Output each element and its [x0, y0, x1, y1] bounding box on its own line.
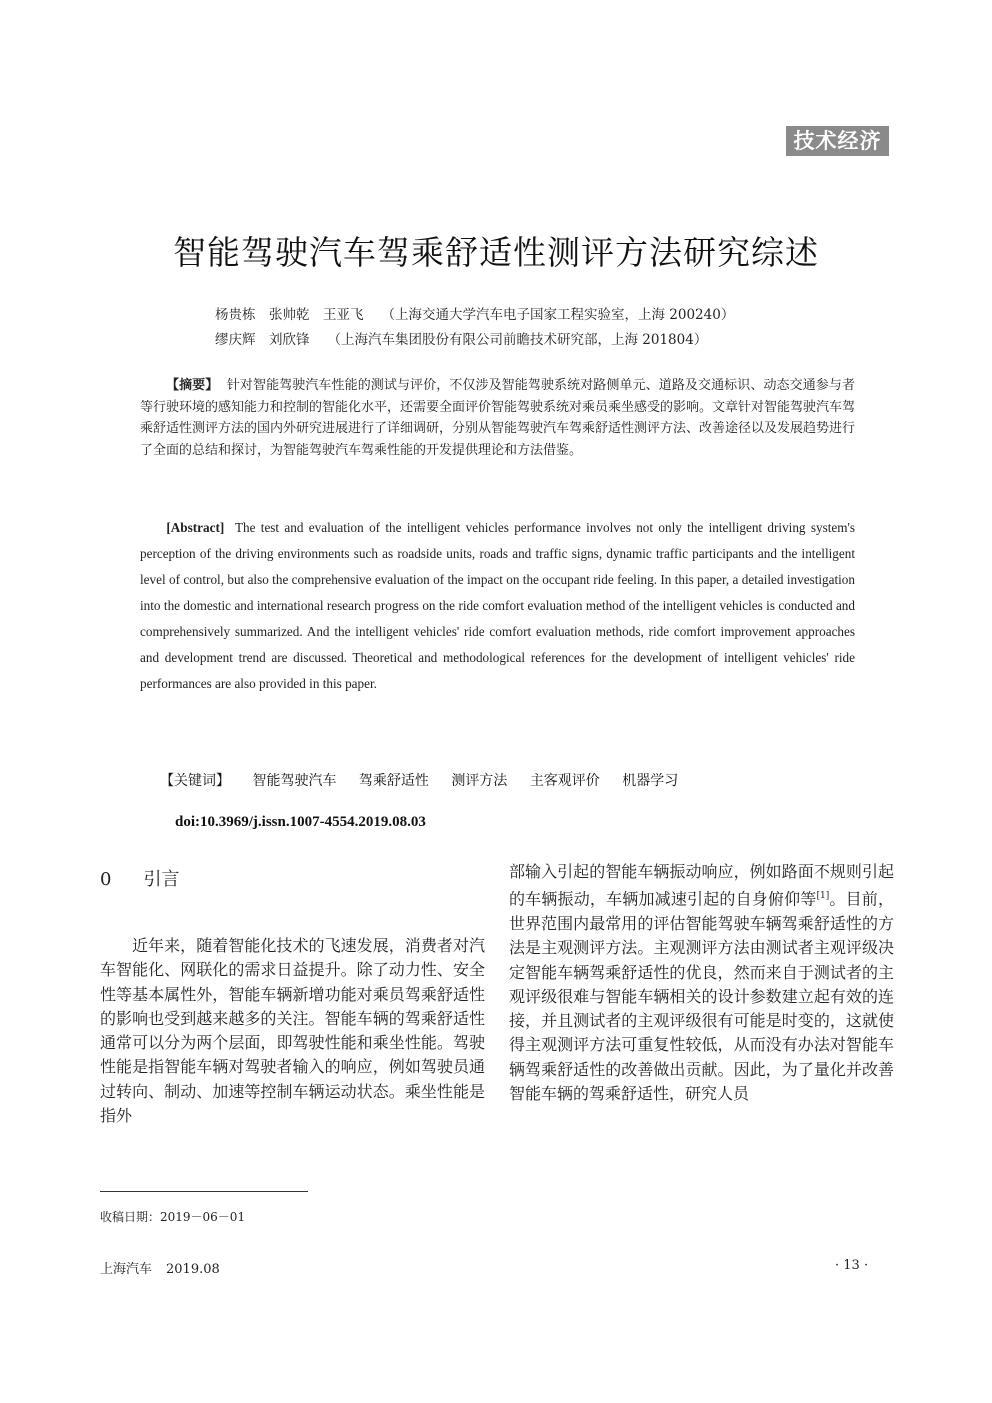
keyword: 机器学习	[622, 773, 679, 789]
body-column-left	[100, 860, 485, 1128]
paper-title: 智能驾驶汽车驾乘舒适性测评方法研究综述	[173, 233, 819, 272]
keyword: 主客观评价	[529, 773, 600, 789]
author-affiliation: （上海交通大学汽车电子国家工程实验室，上海 200240）	[381, 307, 735, 323]
author-names: 杨贵栋 张帅乾 王亚飞	[215, 307, 364, 323]
abstract-chinese	[140, 375, 855, 461]
body-paragraph-continued	[509, 860, 894, 1106]
author-affiliation: （上海汽车集团股份有限公司前瞻技术研究部，上海 201804）	[327, 332, 708, 348]
journal-issue: 2019.08	[166, 1262, 220, 1277]
author-block	[215, 303, 734, 353]
author-names: 缪庆辉 刘欣锋	[215, 332, 310, 348]
keyword: 测评方法	[451, 773, 508, 789]
keywords	[160, 770, 678, 790]
body-text: 。目前，世界范围内最常用的评估智能驾驶车辆驾乘舒适性的方法是主观测评方法。主观测评方法由测试者主观评级决定智能车辆驾乘舒适性的优良，然而来自于测试者的主观评级很难与智能车辆相关的设计参数建立起有效的连接，并且测试者的主观评级很有可能是时变的，这就使得主观测评方法可重复性较低，从而没有办法对智能车辆驾乘舒适性的改善做出贡献。因此，为了量化并改善智能车辆的驾乘舒适性，研究人员	[509, 889, 894, 1103]
footnote-divider	[100, 1191, 308, 1192]
section-number: 0	[100, 869, 112, 890]
keywords-label: 【关键词】	[160, 773, 230, 789]
section-tag: 技术经济	[786, 126, 889, 156]
footer-journal	[100, 1258, 220, 1277]
doi: doi:10.3969/j.issn.1007-4554.2019.08.03	[175, 814, 426, 830]
keyword: 智能驾驶汽车	[252, 773, 337, 789]
citation-ref[interactable]: [1]	[816, 891, 830, 902]
abstract-en-label: [Abstract]	[166, 520, 225, 535]
body-text: 部输入引起的智能车辆振动响应，例如路面不规则引起的车辆振动，车辆加减速引起的自身俯仰等	[509, 862, 894, 909]
page-number: · 13 ·	[835, 1258, 869, 1273]
section-title: 引言	[143, 869, 180, 890]
abstract-en-text: The test and evaluation of the intelligent vehicles performance involves not only the intelligent driving system's perception of the driving environments such as roadside units, roads and traffic signs, dynamic traffic participants and the intelligent level of control, but also the comprehensive evaluation of the impact on the occupant ride feeling. In this paper, a detailed investigation into the domestic and international research progress on the ride comfort evaluation method of the intelligent vehicles is conducted and comprehensively summarized. And the intelligent vehicles' ride comfort evaluation methods, ride comfort improvement approaches and development trend are discussed. Theoretical and methodological references for the development of intelligent vehicles' ride performances are also provided in this paper.	[140, 520, 855, 691]
section-heading	[100, 860, 485, 898]
abstract-cn-label: 【摘要】	[166, 378, 219, 393]
body-paragraph: 近年来，随着智能化技术的飞速发展，消费者对汽车智能化、网联化的需求日益提升。除了动力性、安全性等基本属性外，智能车辆新增功能对乘员驾乘舒适性的影响也受到越来越多的关注。智能车辆的驾乘舒适性通常可以分为两个层面，即驾驶性能和乘坐性能。驾驶性能是指智能车辆对驾驶者输入的响应，例如驾驶员通过转向、制动、加速等控制车辆运动状态。乘坐性能是指外	[100, 936, 485, 1126]
author-row	[215, 303, 734, 328]
abstract-cn-text: 针对智能驾驶汽车性能的测试与评价，不仅涉及智能驾驶系统对路侧单元、道路及交通标识、动态交通参与者等行驶环境的感知能力和控制的智能化水平，还需要全面评价智能驾驶系统对乘员乘坐感受的影响。文章针对智能驾驶汽车驾乘舒适性测评方法的国内外研究进展进行了详细调研，分别从智能驾驶汽车驾乘舒适性测评方法、改善途径以及发展趋势进行了全面的总结和探讨，为智能驾驶汽车驾乘性能的开发提供理论和方法借鉴。	[140, 378, 856, 458]
received-date-footnote: 收稿日期：2019－06－01	[100, 1210, 246, 1224]
author-row	[215, 328, 734, 353]
journal-name: 上海汽车	[100, 1262, 153, 1277]
keyword: 驾乘舒适性	[358, 773, 429, 789]
body-column-right	[509, 860, 894, 1106]
abstract-english	[140, 515, 855, 697]
